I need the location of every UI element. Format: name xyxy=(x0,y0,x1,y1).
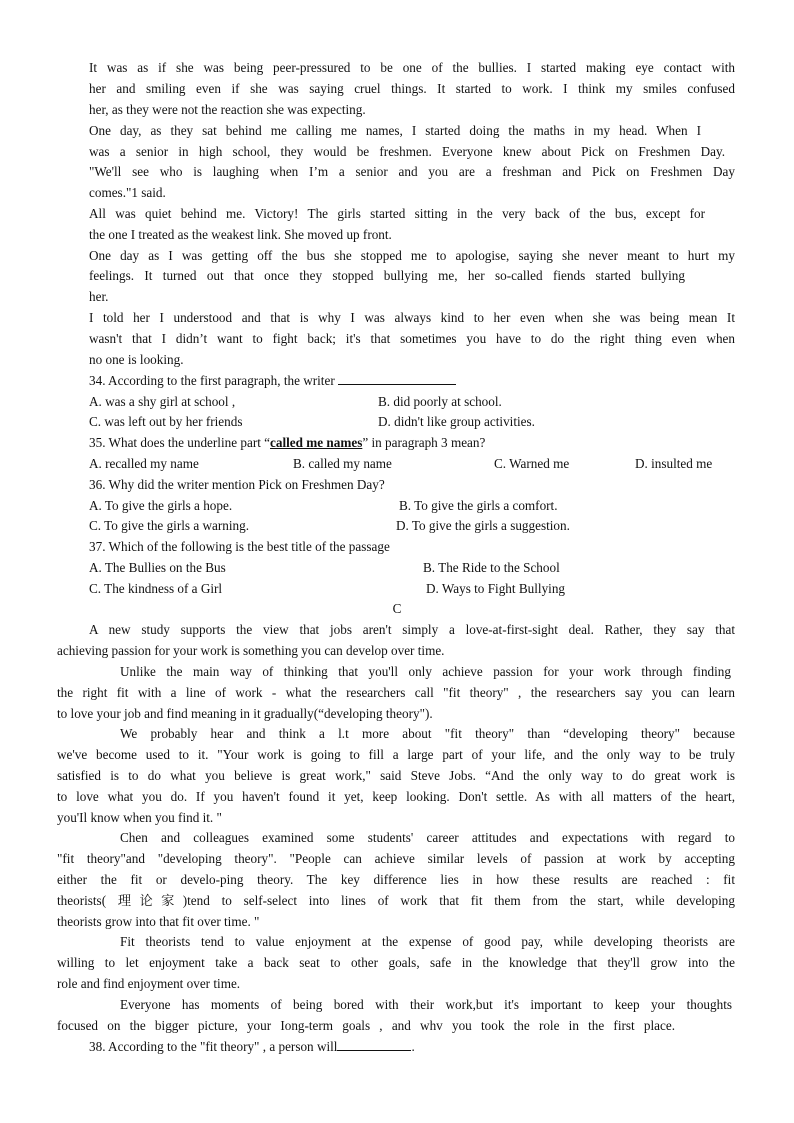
option-d[interactable]: D. insulted me xyxy=(635,456,713,471)
passage-c-line: willing to let enjoyment take a back seat to other goals, safe in the knowledge that they'll grow into the xyxy=(57,955,735,970)
section-heading: C xyxy=(392,601,402,616)
passage-c-line: achieving passion for your work is something you can develop over time. xyxy=(57,643,445,658)
passage-c-line: Everyone has moments of being bored with their work,but it's important to keep your thoughts xyxy=(120,997,732,1012)
passage-c-line: theorists( 理论家)tend to self-select into lines of work that fit them from the start, while developing xyxy=(57,893,735,908)
passage-b-line: her, as they were not the reaction she was expecting. xyxy=(89,102,366,117)
passage-b-line: her. xyxy=(89,289,109,304)
passage-b-line: no one is looking. xyxy=(89,352,184,367)
passage-b-line: feelings. It turned out that once they stopped bullying me, her so-called fiends started bullying xyxy=(89,268,685,283)
option-a[interactable]: A. was a shy girl at school , xyxy=(89,394,236,409)
passage-c-line: satisfied is to do what you believe is great work," said Steve Jobs. “And the only way to do great work is xyxy=(57,768,735,783)
passage-b-line: wasn't that I didn’t want to fight back; it's that sometimes you have to do the right thing even when xyxy=(89,331,735,346)
option-c[interactable]: C. was left out by her friends xyxy=(89,414,243,429)
option-d[interactable]: D. To give the girls a suggestion. xyxy=(396,518,570,533)
passage-b-line: comes."1 said. xyxy=(89,185,166,200)
option-b[interactable]: B. The Ride to the School xyxy=(423,560,560,575)
passage-c-line: Unlike the main way of thinking that you'll only achieve passion for your work through finding xyxy=(120,664,731,679)
question-stem: 35. What does the underline part “called me names” in paragraph 3 mean? xyxy=(89,435,486,450)
passage-c-line: to love what you do. If you haven't found it yet, keep looking. Don't settle. As with all matters of the heart, xyxy=(57,789,735,804)
passage-b-line: It was as if she was being peer-pressured to be one of the bullies. I started making eye contact with xyxy=(89,60,735,75)
question-stem: 38. According to the "fit theory" , a person will . xyxy=(89,1039,415,1054)
passage-c-line: the right fit with a line of work - what the researchers call "fit theory" , the researchers say you can learn xyxy=(57,685,735,700)
passage-b-line: her and smiling even if she was saying cruel things. It started to work. I think my smiles confused xyxy=(89,81,735,96)
passage-b-line: "We'll see who is laughing when I’m a senior and you are a freshman and Pick on Freshmen Day xyxy=(89,164,735,179)
passage-b-line: One day, as they sat behind me calling me names, I started doing the maths in my head. When I xyxy=(89,123,701,138)
passage-c-line: "fit theory"and "developing theory". "People can achieve similar levels of passion at work by accepting xyxy=(57,851,735,866)
underlined-phrase: called me names xyxy=(270,435,363,450)
passage-b-line: I told her I understood and that is why I was always kind to her even when she was being mean It xyxy=(89,310,735,325)
passage-c-line: role and find enjoyment over time. xyxy=(57,976,241,991)
option-a[interactable]: A. To give the girls a hope. xyxy=(89,498,233,513)
option-c[interactable]: C. The kindness of a Girl xyxy=(89,581,223,596)
passage-c-line: Fit theorists tend to value enjoyment at the expense of good pay, while developing theorists are xyxy=(120,934,735,949)
question-stem: 36. Why did the writer mention Pick on Freshmen Day? xyxy=(89,477,385,492)
passage-c-line: A new study supports the view that jobs aren't simply a love-at-first-sight deal. Rather, they say that xyxy=(89,622,735,637)
passage-c-line: either the fit or develo-ping theory. The key difference lies in how these results are reached : fit xyxy=(57,872,735,887)
passage-c-line: theorists grow into that fit over time. " xyxy=(57,914,260,929)
question-stem: 37. Which of the following is the best title of the passage xyxy=(89,539,390,554)
option-c[interactable]: C. Warned me xyxy=(494,456,570,471)
answer-blank[interactable] xyxy=(337,1038,411,1051)
passage-c-line: to love your job and find meaning in it gradually(“developing theory"). xyxy=(57,706,433,721)
passage-b-line: All was quiet behind me. Victory! The girls started sitting in the very back of the bus, except for xyxy=(89,206,705,221)
passage-c-line: you'Il know when you find it. " xyxy=(57,810,222,825)
passage-b-line: One day as I was getting off the bus she stopped me to apologise, saying she never meant to hurt my xyxy=(89,248,735,263)
passage-c-line: Chen and colleagues examined some students' career attitudes and expectations with regard to xyxy=(120,830,735,845)
option-a[interactable]: A. recalled my name xyxy=(89,456,199,471)
passage-c-line: focused on the bigger picture, your Iong-term goals , and whv you took the role in the first place. xyxy=(57,1018,675,1033)
option-a[interactable]: A. The Bullies on the Bus xyxy=(89,560,226,575)
option-b[interactable]: B. did poorly at school. xyxy=(378,394,502,409)
option-b[interactable]: B. called my name xyxy=(293,456,392,471)
option-d[interactable]: D. Ways to Fight Bullying xyxy=(426,581,566,596)
passage-c-line: we've become used to it. "Your work is going to fill a large part of your life, and the only way to be truly xyxy=(57,747,735,762)
passage-c-line: We probably hear and think a l.t more about "fit theory" than “developing theory" because xyxy=(120,726,735,741)
passage-b-line: was a senior in high school, they would be freshmen. Everyone knew about Pick on Freshmen Day. xyxy=(89,144,725,159)
option-d[interactable]: D. didn't like group activities. xyxy=(378,414,535,429)
answer-blank[interactable] xyxy=(338,372,456,385)
option-c[interactable]: C. To give the girls a warning. xyxy=(89,518,249,533)
question-stem: 34. According to the first paragraph, the writer xyxy=(89,371,456,392)
option-b[interactable]: B. To give the girls a comfort. xyxy=(399,498,558,513)
passage-b-line: the one I treated as the weakest link. She moved up front. xyxy=(89,227,392,242)
